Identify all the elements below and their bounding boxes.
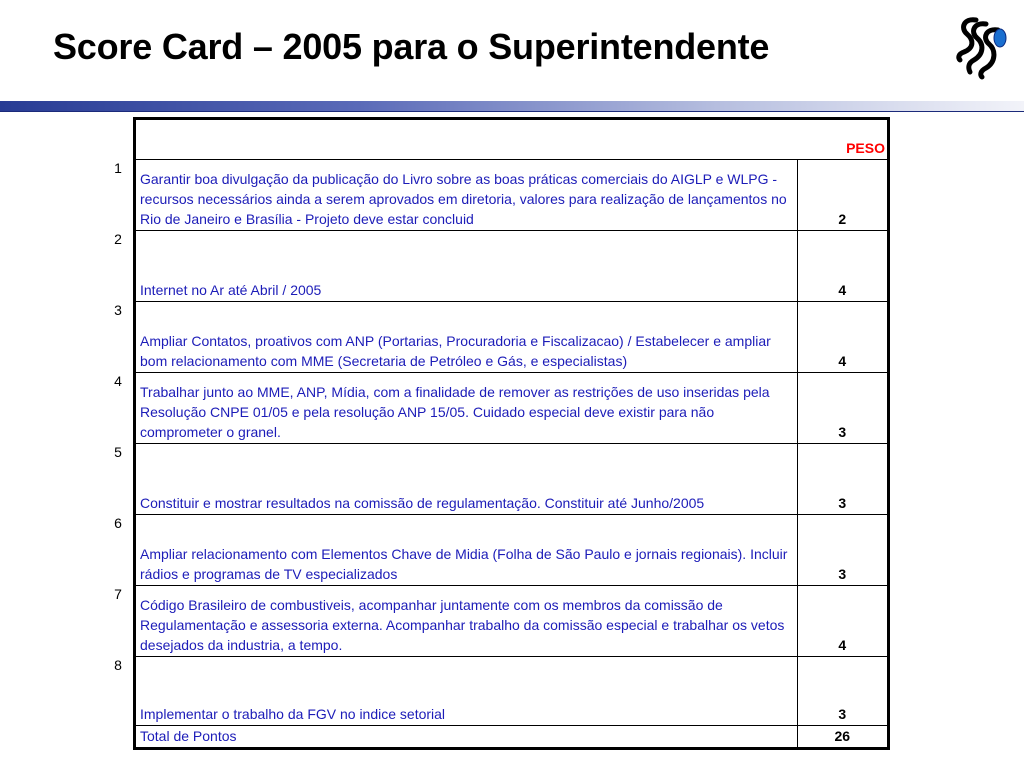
goal-description: Garantir boa divulgação da publicação do Livro sobre as boas práticas comerciais do AIGLP e WLPG - recursos necessários ainda a serem aprovados em diretoria, valores para realização de lançamentos no Rio de Janeiro e Brasília - Projeto deve estar concluid: [135, 160, 798, 231]
row-number: 2: [114, 231, 122, 247]
score-card-table: [133, 117, 890, 750]
goal-weight: 4: [797, 586, 888, 657]
goal-weight: 4: [797, 302, 888, 373]
total-value: 26: [797, 726, 888, 749]
table-row: [135, 302, 889, 373]
goal-weight: 2: [797, 160, 888, 231]
goal-description: Implementar o trabalho da FGV no indice setorial: [135, 657, 798, 726]
goal-description: Ampliar relacionamento com Elementos Chave de Midia (Folha de São Paulo e jornais regionais). Incluir rádios e programas de TV especializados: [135, 515, 798, 586]
table-row: [135, 373, 889, 444]
table-header-row: [135, 119, 889, 160]
row-number: 7: [114, 586, 122, 602]
page-title: Score Card – 2005 para o Superintendente: [53, 26, 770, 67]
weight-header: PESO: [135, 119, 889, 160]
total-label: Total de Pontos: [135, 726, 798, 749]
table-row: [135, 657, 889, 726]
goal-weight: 3: [797, 373, 888, 444]
goal-weight: 3: [797, 657, 888, 726]
row-number: 6: [114, 515, 122, 531]
goal-description: Código Brasileiro de combustiveis, acompanhar juntamente com os membros da comissão de Regulamentação e assessoria externa. Acompanhar trabalho da comissão especial e trabalhar os vetos desejados da industria, a tempo.: [135, 586, 798, 657]
goal-description: Trabalhar junto ao MME, ANP, Mídia, com a finalidade de remover as restrições de uso inseridas pela Resolução CNPE 01/05 e pela resolução ANP 15/05. Cuidado especial deve existir para não comprometer o granel.: [135, 373, 798, 444]
table-row: [135, 515, 889, 586]
goal-weight: 3: [797, 444, 888, 515]
goal-description: Ampliar Contatos, proativos com ANP (Portarias, Procuradoria e Fiscalizacao) / Estabelecer e ampliar bom relacionamento com MME (Secretaria de Petróleo e Gás, e especialistas): [135, 302, 798, 373]
table-row: [135, 444, 889, 515]
goal-description: Internet no Ar até Abril / 2005: [135, 231, 798, 302]
table-row: [135, 231, 889, 302]
row-number: 4: [114, 373, 122, 389]
header-rule: [0, 101, 1024, 111]
goal-description: Constituir e mostrar resultados na comissão de regulamentação. Constituir até Junho/2005: [135, 444, 798, 515]
sss-logo-icon: [954, 14, 1010, 80]
table-row: [135, 160, 889, 231]
row-number: 5: [114, 444, 122, 460]
total-row: [135, 726, 889, 749]
row-number: 3: [114, 302, 122, 318]
row-number: 1: [114, 160, 122, 176]
header-rule-line: [0, 111, 1024, 112]
table-row: [135, 586, 889, 657]
goal-weight: 4: [797, 231, 888, 302]
goal-weight: 3: [797, 515, 888, 586]
row-number: 8: [114, 657, 122, 673]
